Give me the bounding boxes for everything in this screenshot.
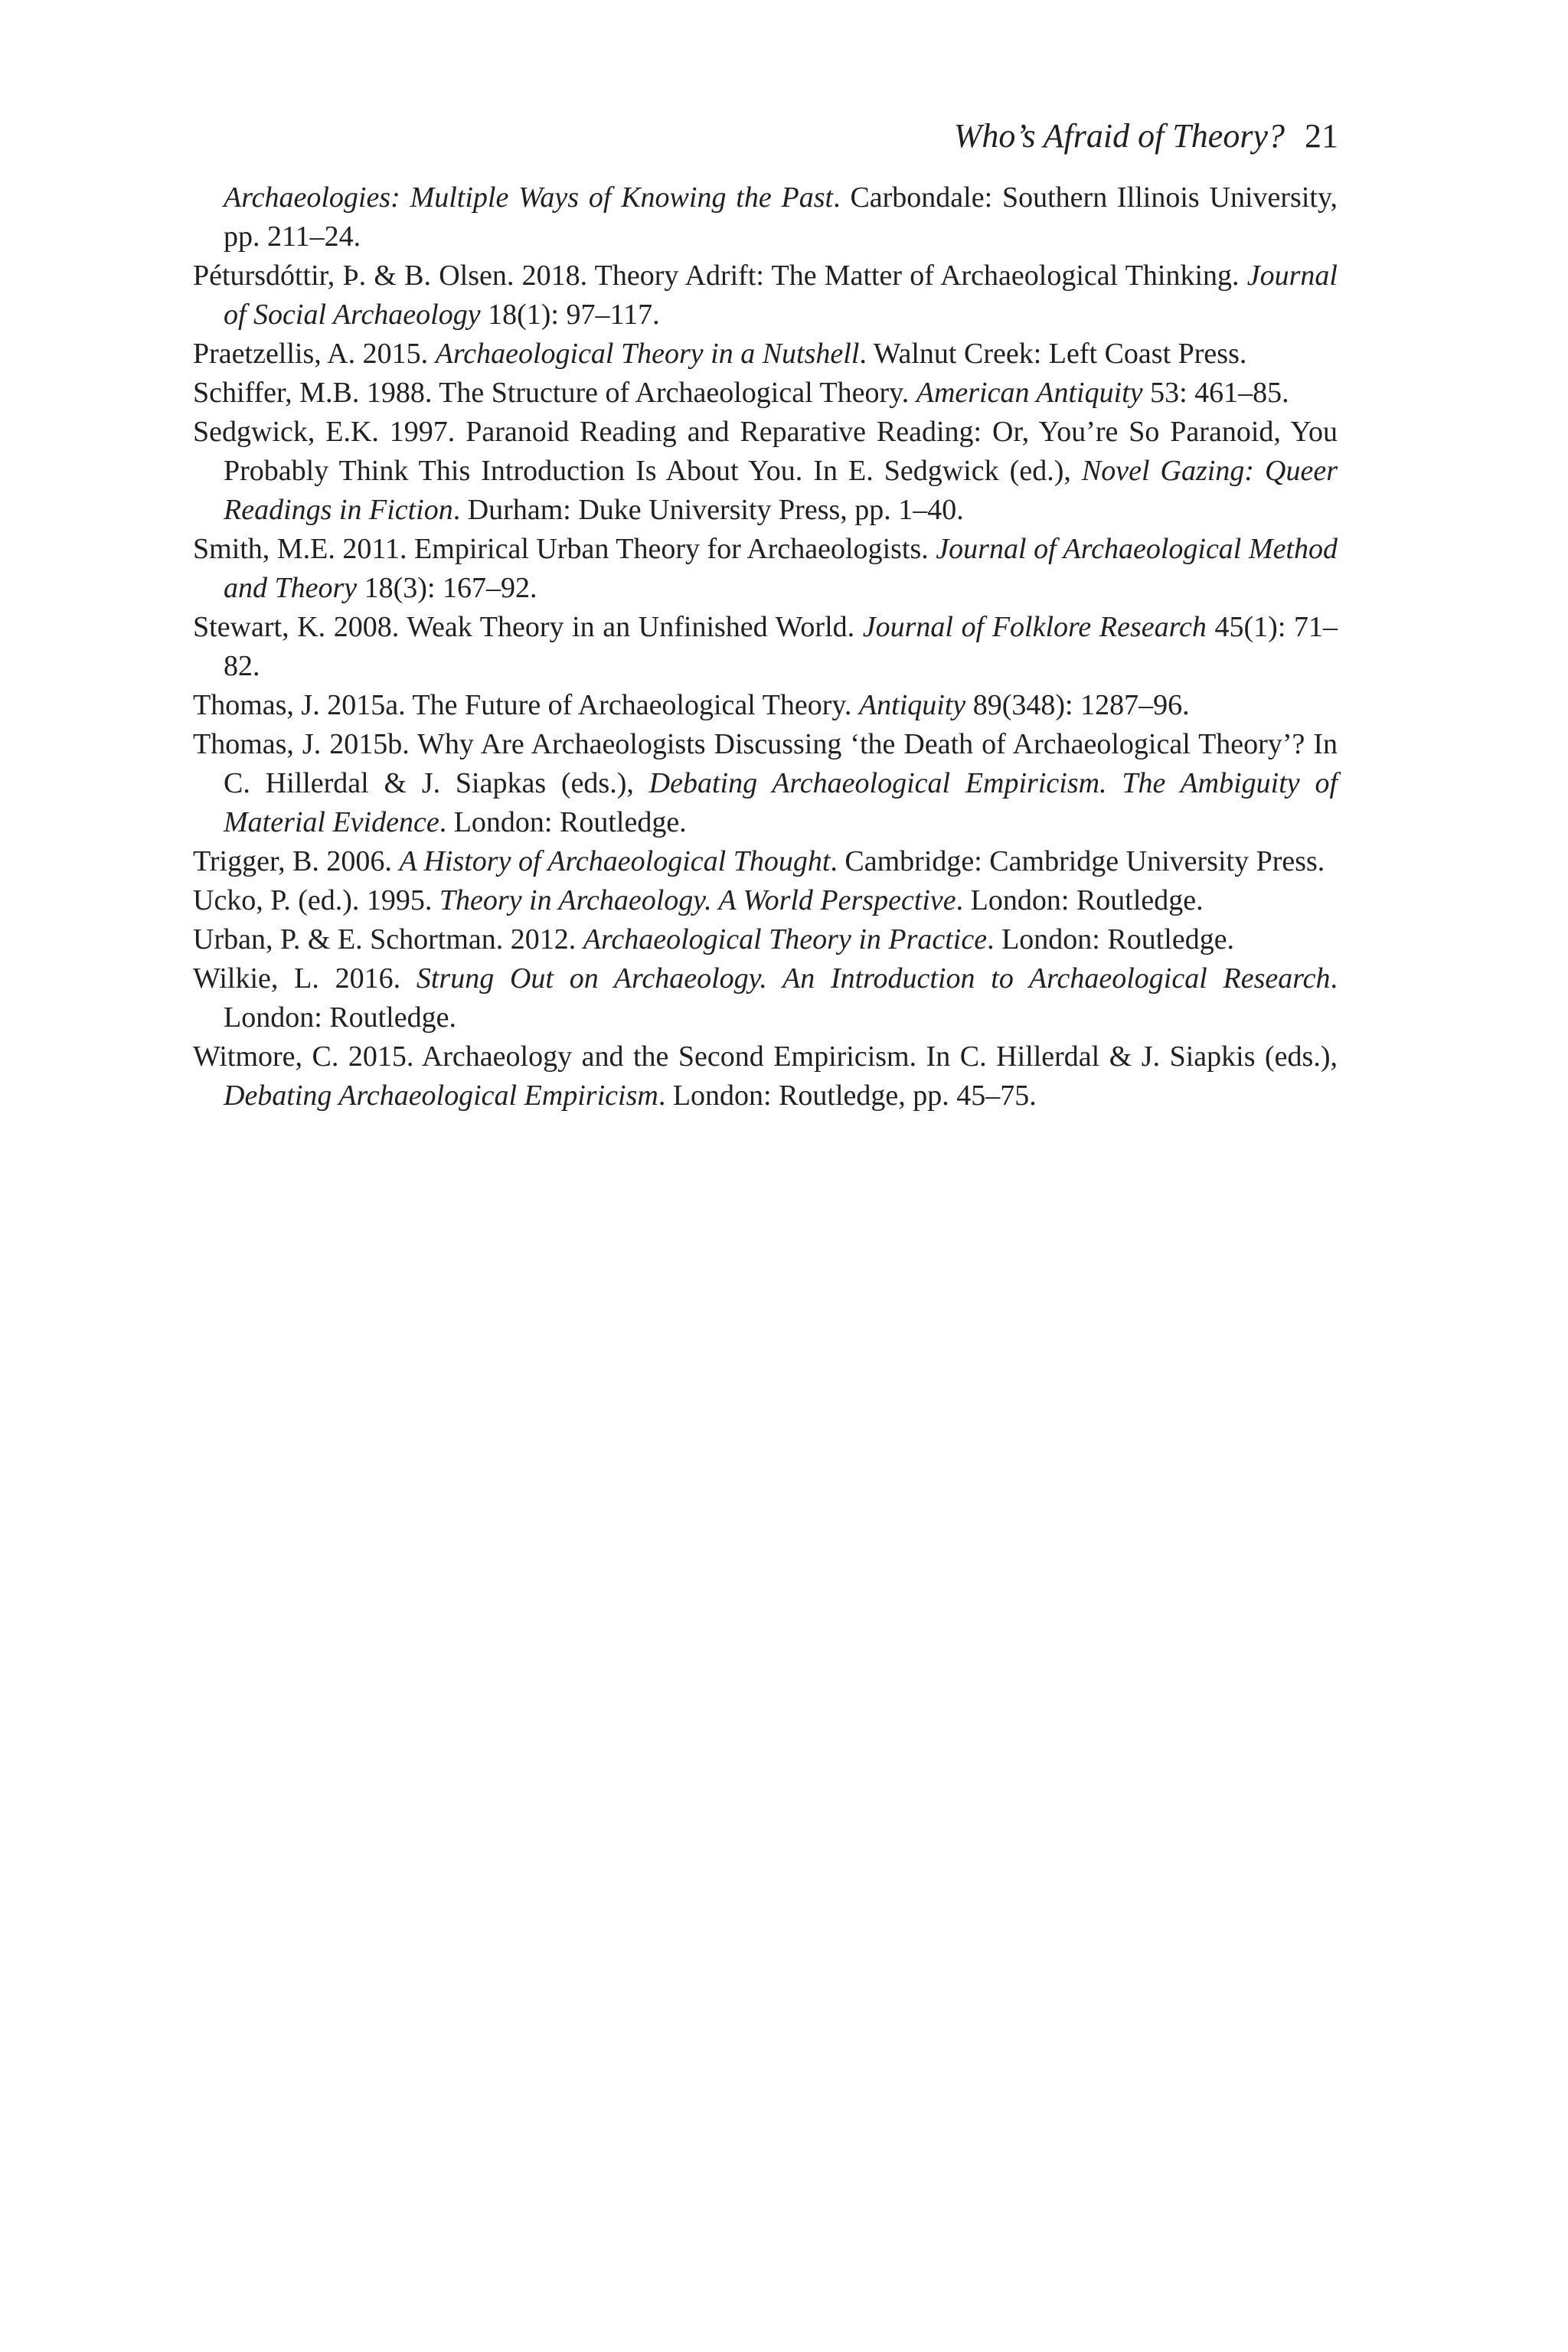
reference-text: Thomas, J. 2015b. Why Are Archaeologists Discussing ‘the Death of Archaeological Theory’? In C. Hillerdal & J. Siapkas (eds.), [193,728,1338,799]
reference-text: Trigger, B. 2006. [193,845,400,877]
reference-entry [193,1037,1338,1116]
reference-list [193,178,1338,1116]
reference-title-italic: Novel Gazing: Queer Readings in Fiction [224,455,1338,526]
reference-title-italic: Archaeological Theory in a Nutshell [435,338,860,370]
reference-title-italic: Archaeological Theory in Practice [583,923,988,956]
reference-text: 18(1): 97–117. [480,299,660,331]
reference-title-italic: Archaeologies: Multiple Ways of Knowing the Past [224,181,834,214]
reference-title-italic: Journal of Social Archaeology [224,260,1338,331]
reference-text: 45(1): 71–82. [224,611,1338,682]
reference-entry [193,256,1338,335]
reference-text: Sedgwick, E.K. 1997. Paranoid Reading and Reparative Reading: Or, You’re So Paranoid, You Probably Think This Introduction Is About You. In E. Sedgwick (ed.), [193,416,1338,487]
reference-entry [193,920,1338,959]
reference-text: . Carbondale: Southern Illinois University, pp. 211–24. [224,181,1338,253]
reference-entry [193,881,1338,920]
reference-entry [193,374,1338,413]
reference-title-italic: Journal of Folklore Research [862,611,1207,643]
page-number: 21 [1305,117,1338,155]
reference-text: . London: Routledge. [439,806,687,838]
reference-text: 89(348): 1287–96. [965,689,1190,721]
reference-text: Praetzellis, A. 2015. [193,338,436,370]
reference-text: . London: Routledge, pp. 45–75. [658,1080,1037,1112]
reference-text: Witmore, C. 2015. Archaeology and the Second Empiricism. In C. Hillerdal & J. Siapkis (eds.), [193,1040,1338,1073]
reference-entry [193,608,1338,686]
reference-text: 18(3): 167–92. [357,572,537,604]
reference-text: . Durham: Duke University Press, pp. 1–40. [452,494,964,526]
running-head [954,113,1338,159]
reference-title-italic: Antiquity [858,689,966,721]
reference-title-italic: A History of Archaeological Thought [399,845,831,877]
reference-text: . London: Routledge. [224,962,1338,1034]
reference-text: Stewart, K. 2008. Weak Theory in an Unfinished World. [193,611,863,643]
reference-title-italic: Strung Out on Archaeology. An Introduction to Archaeological Research [416,962,1331,995]
reference-entry [193,959,1338,1037]
reference-text: Ucko, P. (ed.). 1995. [193,884,439,916]
reference-title-italic: American Antiquity [916,377,1143,409]
reference-text: Pétursdóttir, Þ. & B. Olsen. 2018. Theory Adrift: The Matter of Archaeological Thinking. [193,260,1247,292]
reference-entry [193,413,1338,530]
reference-text: . Walnut Creek: Left Coast Press. [859,338,1247,370]
reference-text: . London: Routledge. [987,923,1235,956]
reference-entry [193,530,1338,608]
reference-text: Urban, P. & E. Schortman. 2012. [193,923,583,956]
reference-text: Schiffer, M.B. 1988. The Structure of Archaeological Theory. [193,377,916,409]
reference-title-italic: Debating Archaeological Empiricism [224,1080,658,1112]
running-head-title: Who’s Afraid of Theory? [953,117,1285,155]
reference-text: 53: 461–85. [1142,377,1289,409]
reference-entry [193,842,1338,881]
reference-entry [193,178,1338,256]
reference-text: Smith, M.E. 2011. Empirical Urban Theory for Archaeologists. [193,533,936,565]
reference-text: Thomas, J. 2015a. The Future of Archaeological Theory. [193,689,859,721]
reference-entry [193,686,1338,725]
reference-title-italic: Theory in Archaeology. A World Perspective [439,884,956,916]
reference-entry [193,725,1338,842]
reference-text: . London: Routledge. [956,884,1204,916]
reference-entry [193,335,1338,374]
reference-text: Wilkie, L. 2016. [193,962,416,995]
reference-text: . Cambridge: Cambridge University Press. [830,845,1325,877]
reference-title-italic: Debating Archaeological Empiricism. The Ambiguity of Material Evidence [224,767,1338,838]
reference-title-italic: Journal of Archaeological Method and Theory [224,533,1338,604]
